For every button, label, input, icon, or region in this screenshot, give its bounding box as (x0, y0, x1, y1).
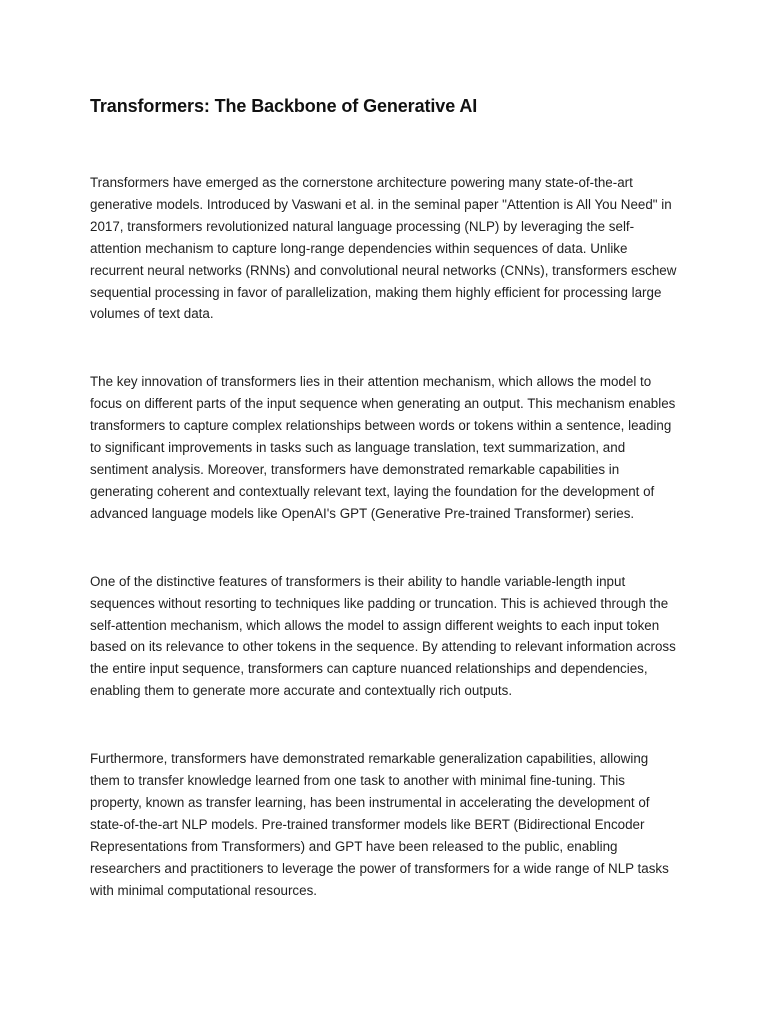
document-body (90, 92, 680, 901)
paragraph-4: Furthermore, transformers have demonstrated remarkable generalization capabilities, allowing them to transfer knowledge learned from one task to another with minimal fine-tuning. This property, known as transfer learning, has been instrumental in accelerating the development of state-of-the-art NLP models. Pre-trained transformer models like BERT (Bidirectional Encoder Representations from Transformers) and GPT have been released to the public, enabling researchers and practitioners to leverage the power of transformers for a wide range of NLP tasks with minimal computational resources. (90, 751, 669, 898)
paragraph-2: The key innovation of transformers lies in their attention mechanism, which allows the model to focus on different parts of the input sequence when generating an output. This mechanism enables transformers to capture complex relationships between words or tokens within a sentence, leading to significant improvements in tasks such as language translation, text summarization, and sentiment analysis. Moreover, transformers have demonstrated remarkable capabilities in generating coherent and contextually relevant text, laying the foundation for the development of advanced language models like OpenAI's GPT (Generative Pre-trained Transformer) series. (90, 374, 676, 521)
paragraph-1: Transformers have emerged as the cornerstone architecture powering many state-of-the-art generative models. Introduced by Vaswani et al. in the seminal paper "Attention is All You Need" in 2017, transformers revolutionized natural language processing (NLP) by leveraging the self-attention mechanism to capture long-range dependencies within sequences of data. Unlike recurrent neural networks (RNNs) and convolutional neural networks (CNNs), transformers eschew sequential processing in favor of parallelization, making them highly efficient for processing large volumes of text data. (90, 175, 677, 322)
document-title: Transformers: The Backbone of Generative AI (90, 96, 478, 116)
paragraph-3: One of the distinctive features of transformers is their ability to handle variable-length input sequences without resorting to techniques like padding or truncation. This is achieved through the self-attention mechanism, which allows the model to assign different weights to each input token based on its relevance to other tokens in the sequence. By attending to relevant information across the entire input sequence, transformers can capture nuanced relationships and dependencies, enabling them to generate more accurate and contextually rich outputs. (90, 573, 676, 699)
